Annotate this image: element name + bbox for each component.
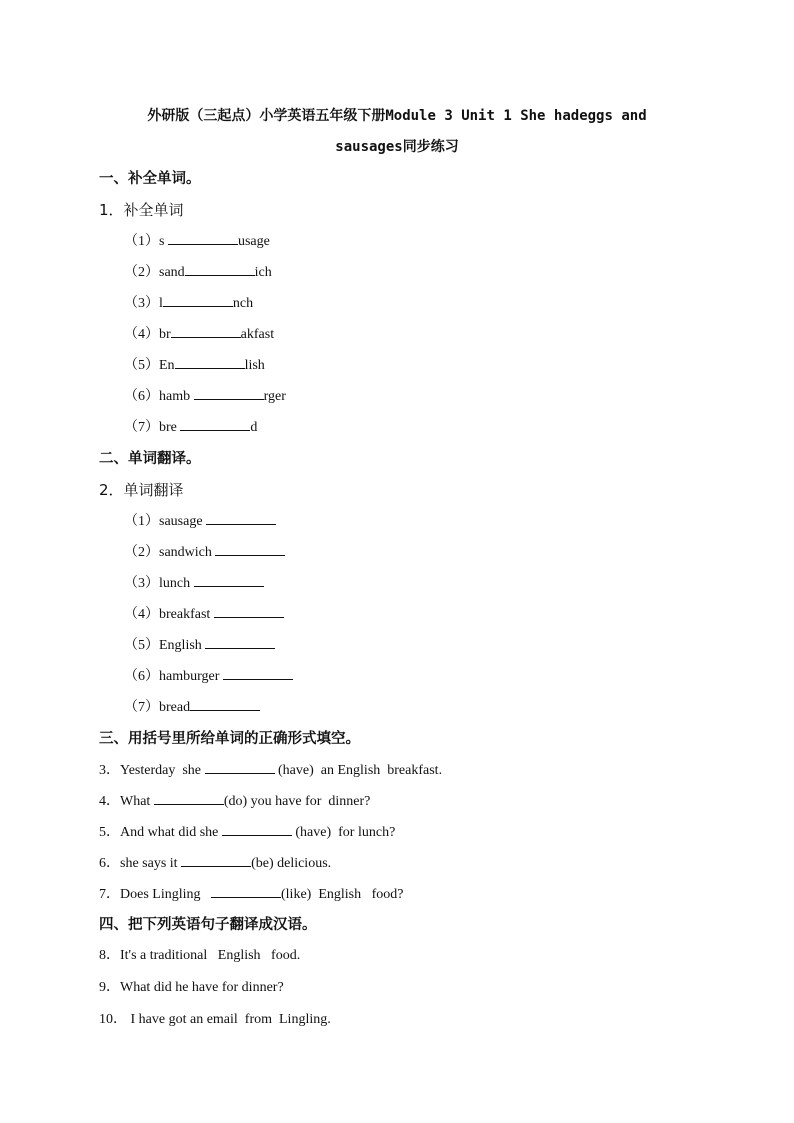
answer-blank[interactable] — [215, 542, 285, 556]
answer-blank[interactable] — [222, 822, 292, 836]
q2-item: （2）sandwich — [124, 542, 285, 563]
q3-sentence: 3．Yesterday she (have) an English breakfast. — [99, 760, 442, 781]
q2-item: （3）lunch — [124, 573, 264, 594]
answer-blank[interactable] — [194, 386, 264, 400]
answer-blank[interactable] — [180, 417, 250, 431]
q2-item: （1）sausage — [124, 511, 276, 532]
answer-blank[interactable] — [190, 697, 260, 711]
q2-item: （5）English — [124, 635, 275, 656]
answer-blank[interactable] — [206, 511, 276, 525]
question-1-heading: 1．补全单词 — [99, 201, 184, 219]
q3-sentence: 5．And what did she (have) for lunch? — [99, 822, 395, 843]
question-2-heading: 2．单词翻译 — [99, 481, 184, 499]
q1-item: （5）En lish — [124, 355, 265, 376]
answer-blank[interactable] — [185, 262, 255, 276]
q1-item: （7）bre d — [124, 417, 257, 438]
answer-blank[interactable] — [205, 760, 275, 774]
q3-sentence: 4．What (do) you have for dinner? — [99, 791, 370, 812]
q2-item: （6）hamburger — [124, 666, 293, 687]
answer-blank[interactable] — [223, 666, 293, 680]
q4-sentence: 10． I have got an email from Lingling. — [99, 1012, 331, 1027]
answer-blank[interactable] — [168, 231, 238, 245]
answer-blank[interactable] — [175, 355, 245, 369]
q1-item: （6）hamb rger — [124, 386, 286, 407]
answer-blank[interactable] — [211, 884, 281, 898]
q1-item: （1）s usage — [124, 231, 270, 252]
section-heading-1: 一、补全单词。 — [99, 171, 201, 187]
answer-blank[interactable] — [205, 635, 275, 649]
q1-item: （2）sand ich — [124, 262, 272, 283]
q4-sentence: 9．What did he have for dinner? — [99, 980, 284, 995]
answer-blank[interactable] — [171, 324, 241, 338]
answer-blank[interactable] — [154, 791, 224, 805]
answer-blank[interactable] — [163, 293, 233, 307]
q3-sentence: 7．Does Lingling (like) English food? — [99, 884, 403, 905]
section-heading-4: 四、把下列英语句子翻译成汉语。 — [99, 917, 317, 933]
document-title-line-1: 外研版（三起点）小学英语五年级下册Module 3 Unit 1 She hadeggs and — [147, 108, 647, 124]
section-heading-3: 三、用括号里所给单词的正确形式填空。 — [99, 731, 360, 747]
document-title-line-2: sausages同步练习 — [335, 139, 459, 155]
q4-sentence: 8．It's a traditional English food. — [99, 948, 301, 963]
q2-item: （7）bread — [124, 697, 260, 718]
q2-item: （4）breakfast — [124, 604, 284, 625]
answer-blank[interactable] — [214, 604, 284, 618]
answer-blank[interactable] — [194, 573, 264, 587]
q3-sentence: 6．she says it (be) delicious. — [99, 853, 331, 874]
q1-item: （3）l nch — [124, 293, 253, 314]
section-heading-2: 二、单词翻译。 — [99, 451, 201, 467]
q1-item: （4）br akfast — [124, 324, 274, 345]
answer-blank[interactable] — [181, 853, 251, 867]
